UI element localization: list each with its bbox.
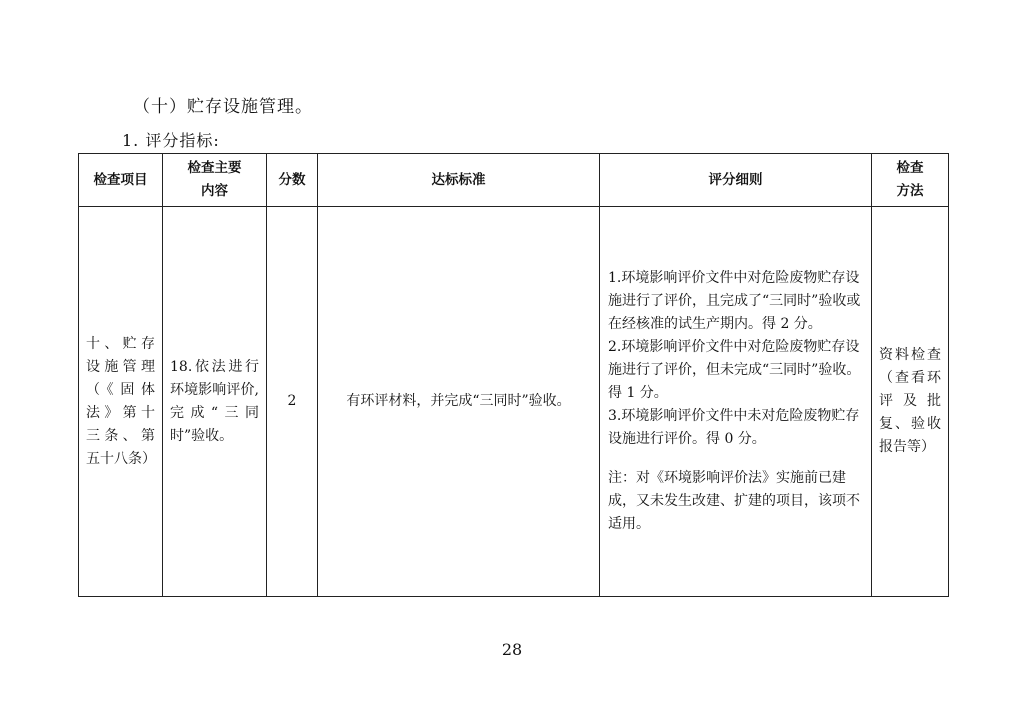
scoring-table xyxy=(78,153,949,597)
rule-3: 3.环境影响评价文件中未对危险废物贮存设施进行评价。得 0 分。 xyxy=(608,408,860,447)
rule-2: 2.环境影响评价文件中对危险废物贮存设施进行了评价，但未完成“三同时”验收。得 1 分。 xyxy=(608,339,861,401)
header-check-content-line2: 内容 xyxy=(201,183,228,199)
cell-scoring-rules xyxy=(600,207,872,597)
header-check-content-line1: 检查主要 xyxy=(187,160,242,176)
rule-1: 1.环境影响评价文件中对危险废物贮存设施进行了评价，且完成了“三同时”验收或在经核准的试生产期内。得 2 分。 xyxy=(608,270,861,332)
header-check-method-line2: 方法 xyxy=(896,183,924,199)
header-check-method xyxy=(872,154,949,207)
header-check-method-line1: 检查 xyxy=(896,160,924,176)
scoring-index-subtitle: 1. 评分指标: xyxy=(122,131,220,150)
table-header-row xyxy=(79,154,949,207)
table-row xyxy=(79,207,949,597)
header-check-item: 检查项目 xyxy=(79,154,163,207)
header-standard: 达标标准 xyxy=(318,154,600,207)
cell-score: 2 xyxy=(267,207,318,597)
section-title: （十）贮存设施管理。 xyxy=(133,97,313,117)
header-scoring-rules: 评分细则 xyxy=(600,154,872,207)
rule-note: 注：对《环境影响评价法》实施前已建成，又未发生改建、扩建的项目，该项不适用。 xyxy=(608,470,860,532)
cell-check-item: 十、贮存设施管理（《固体法》第十三条、第五十八条） xyxy=(79,207,163,597)
header-check-content xyxy=(163,154,267,207)
cell-check-method: 资料检查（查看环评及批复、验收报告等） xyxy=(872,207,949,597)
header-score: 分数 xyxy=(267,154,318,207)
cell-check-content: 18.依法进行环境影响评价,完成“三同时”验收。 xyxy=(163,207,267,597)
page-number: 28 xyxy=(501,640,523,659)
cell-standard: 有环评材料，并完成“三同时”验收。 xyxy=(318,207,600,597)
